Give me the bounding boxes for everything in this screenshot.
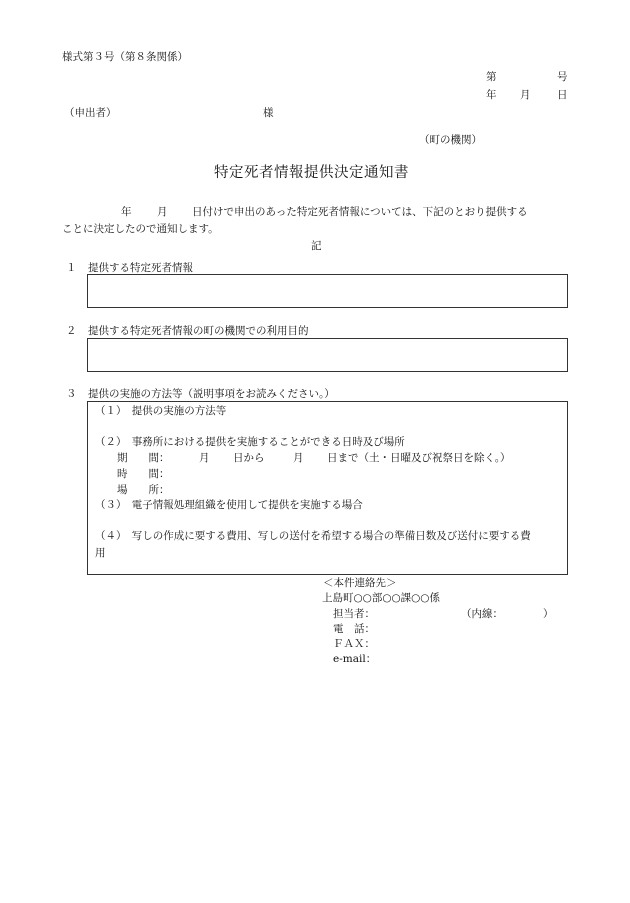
section3-item2: （２） 事務所における提供を実施することができる日時及び場所 — [95, 436, 405, 448]
period-until: 日まで（土・日曜及び祝祭日を除く。） — [327, 452, 511, 464]
doc-number-prefix: 第 — [486, 71, 497, 83]
section1-box[interactable] — [87, 274, 568, 308]
contact-email-label: e-mail： — [333, 653, 377, 665]
contact-department: 上島町○○部○○課○○係 — [322, 592, 440, 604]
section2-box[interactable] — [87, 338, 568, 372]
issuer-label: （町の機関） — [419, 134, 482, 146]
doc-date-month: 月 — [520, 89, 531, 101]
intro-month: 月 — [157, 206, 168, 218]
time-label: 時 間： — [117, 468, 170, 480]
applicant-label: （申出者） — [64, 107, 117, 119]
period-from: 日から — [233, 452, 265, 464]
section2-label: 提供する特定死者情報の町の機関での利用目的 — [88, 325, 309, 337]
section3-label: 提供の実施の方法等（説明事項をお読みください。） — [88, 388, 335, 400]
section2-number: ２ — [66, 325, 77, 337]
contact-person-label: 担当者： — [333, 608, 375, 620]
section3-item1: （１） 提供の実施の方法等 — [95, 405, 227, 417]
period-month1: 月 — [199, 452, 210, 464]
intro-year: 年 — [121, 206, 132, 218]
section3-item3: （３） 電子情報処理組織を使用して提供を実施する場合 — [95, 499, 363, 511]
contact-extension-close: ） — [543, 608, 554, 620]
section1-label: 提供する特定死者情報 — [88, 262, 193, 274]
contact-phone-label: 電 話： — [333, 623, 375, 635]
doc-date-day: 日 — [557, 89, 568, 101]
section1-number: １ — [66, 262, 77, 274]
ki-mark: 記 — [311, 240, 322, 252]
intro-line1: 日付けで申出のあった特定死者情報については、下記のとおり提供する — [192, 206, 528, 218]
intro-line2: ことに決定したので通知します。 — [62, 223, 219, 235]
contact-heading: ＜本件連絡先＞ — [323, 577, 397, 589]
doc-date-year: 年 — [486, 89, 497, 101]
section3-item4-line2: 用 — [95, 547, 106, 559]
page-title: 特定死者情報提供決定通知書 — [214, 165, 409, 181]
contact-fax-label: ＦＡＸ： — [333, 638, 375, 650]
period-label: 期 間： — [117, 452, 170, 464]
section3-item4-line1: （４） 写しの作成に要する費用、写しの送付を希望する場合の準備日数及び送付に要する費 — [95, 530, 531, 542]
applicant-honorific: 様 — [263, 107, 274, 119]
period-month2: 月 — [293, 452, 304, 464]
form-label: 様式第３号（第８条関係） — [62, 51, 188, 63]
place-label: 場 所： — [117, 484, 170, 496]
doc-number-suffix: 号 — [557, 71, 568, 83]
contact-extension-label: （内線： — [461, 608, 503, 620]
section3-number: ３ — [66, 388, 77, 400]
